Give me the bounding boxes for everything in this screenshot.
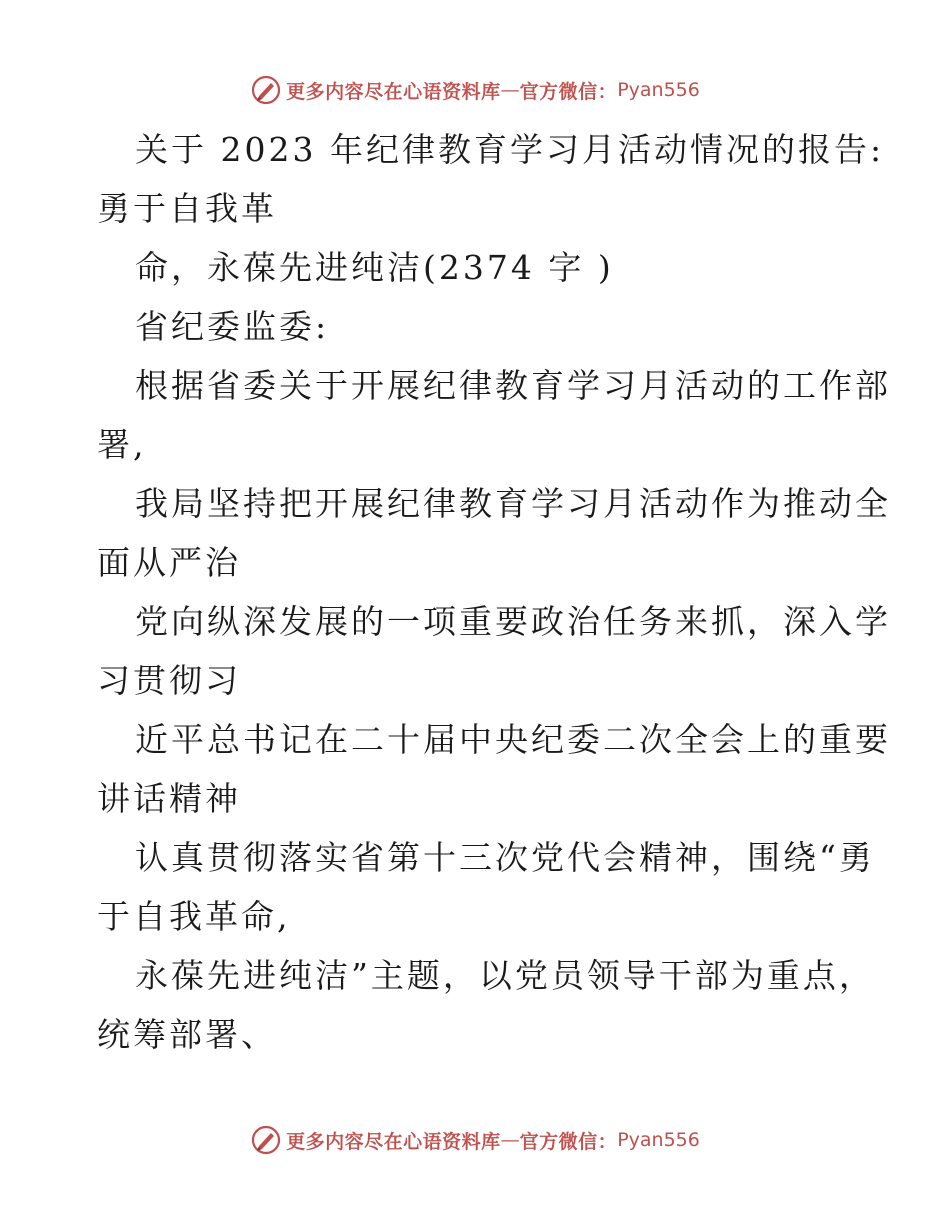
watermark-wechat-label: 官方微信： (519, 80, 618, 103)
document-line: 永葆先进纯洁”主题，以党员领导干部为重点， (135, 956, 875, 995)
footer-watermark (0, 1120, 950, 1160)
watermark-separator: — (500, 1129, 520, 1151)
document-line: 省纪委监委: (135, 307, 330, 346)
document-line: 根据省委关于开展纪律教育学习月活动的工作部 (135, 366, 891, 405)
document-line: 命，永葆先进纯洁(2374 字 ) (135, 248, 614, 287)
watermark-brand: 更多内容尽在心语资料库 (286, 80, 501, 103)
document-line: 我局坚持把开展纪律教育学习月活动作为推动全 (135, 484, 891, 523)
header-watermark (0, 70, 950, 110)
document-line: 关于 2023 年纪律教育学习月活动情况的报告: (135, 130, 885, 169)
watermark-brand: 更多内容尽在心语资料库 (286, 1130, 501, 1153)
document-line: 习贯彻习 (97, 661, 241, 700)
watermark-separator: — (500, 79, 520, 101)
watermark-wechat-id: Pyan556 (617, 79, 700, 101)
document-line: 于自我革命, (97, 897, 291, 936)
document-line: 党向纵深发展的一项重要政治任务来抓，深入学 (135, 602, 891, 641)
document-line: 署, (97, 425, 147, 464)
document-line: 讲话精神 (97, 779, 241, 818)
watermark-wechat-label: 官方微信： (519, 1130, 618, 1153)
document-line: 近平总书记在二十届中央纪委二次全会上的重要 (135, 720, 891, 759)
brush-pen-icon (250, 74, 282, 106)
document-line: 统筹部署、 (97, 1015, 277, 1054)
brush-pen-icon (250, 1124, 282, 1156)
document-body (97, 120, 891, 1064)
watermark-wechat-id: Pyan556 (617, 1129, 700, 1151)
document-line: 认真贯彻落实省第十三次党代会精神，围绕“勇 (135, 838, 875, 877)
document-line: 面从严治 (97, 543, 241, 582)
document-line: 勇于自我革 (97, 189, 277, 228)
